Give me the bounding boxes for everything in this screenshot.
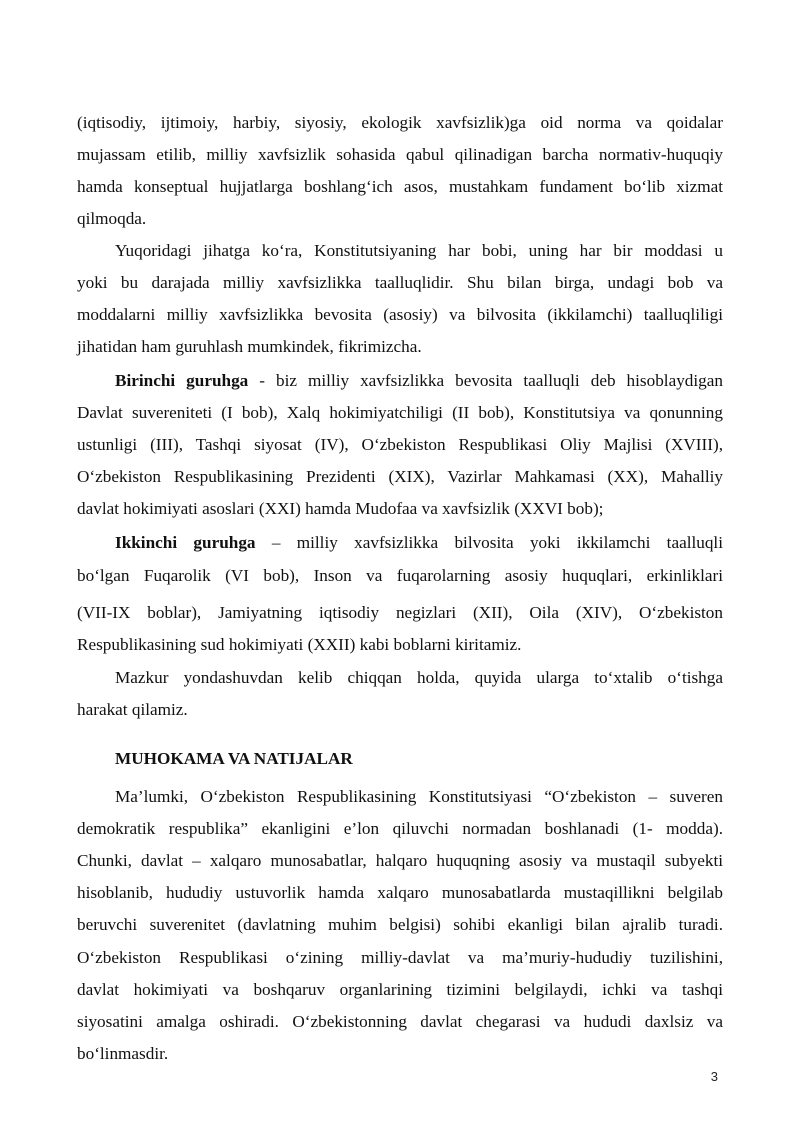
- paragraph-line: hisoblanib, hududiy ustuvorlik hamda xalqaro munosabatlarda mustaqillikni belgilab: [77, 883, 723, 902]
- page-number: 3: [710, 1069, 718, 1084]
- paragraph-line: mujassam etilib, milliy xavfsizlik sohasida qabul qilinadigan barcha normativ-huquqiy: [77, 145, 723, 164]
- paragraph-line: qilmoqda.: [77, 209, 147, 228]
- paragraph-line: Davlat suvereniteti (I bob), Xalq hokimiyatchiligi (II bob), Konstitutsiya va qonunning: [77, 403, 723, 422]
- paragraph-line: beruvchi suverenitet (davlatning muhim belgisi) sohibi ekanligi bilan ajralib turadi.: [77, 915, 723, 934]
- paragraph-line: O‘zbekiston Respublikasining Prezidenti (XIX), Vazirlar Mahkamasi (XX), Mahalliy: [77, 467, 723, 486]
- paragraph-line: jihatidan ham guruhlash mumkindek, fikrimizcha.: [77, 337, 422, 356]
- paragraph-line: Ma’lumki, O‘zbekiston Respublikasining Konstitutsiyasi “O‘zbekiston – suveren: [115, 787, 723, 806]
- paragraph-line: O‘zbekiston Respublikasi o‘zining milliy-davlat va ma’muriy-hududiy tuzilishini,: [77, 948, 723, 967]
- paragraph-line: moddalarni milliy xavfsizlikka bevosita (asosiy) va bilvosita (ikkilamchi) taalluqliligi: [77, 305, 723, 324]
- inline-text: - biz milliy xavfsizlikka bevosita taalluqli deb hisoblaydigan: [248, 371, 723, 390]
- paragraph-line: bo‘lgan Fuqarolik (VI bob), Inson va fuqarolarning asosiy huquqlari, erkinliklari: [77, 566, 723, 585]
- section-heading: MUHOKAMA VA NATIJALAR: [115, 749, 353, 768]
- paragraph-line: bo‘linmasdir.: [77, 1044, 169, 1063]
- inline-text: – milliy xavfsizlikka bilvosita yoki ikkilamchi taalluqli: [255, 533, 723, 552]
- bold-lead: Ikkinchi guruhga: [115, 533, 256, 552]
- paragraph-line: Respublikasining sud hokimiyati (XXII) kabi boblarni kiritamiz.: [77, 635, 522, 654]
- paragraph-line: davlat hokimiyati va boshqaruv organlarining tizimini belgilaydi, ichki va tashqi: [77, 980, 723, 999]
- paragraph-line: davlat hokimiyati asoslari (XXI) hamda Mudofaa va xavfsizlik (XXVI bob);: [77, 499, 604, 518]
- paragraph-line: harakat qilamiz.: [77, 700, 188, 719]
- paragraph-line: [115, 370, 723, 392]
- paragraph-line: Mazkur yondashuvdan kelib chiqqan holda, quyida ularga to‘xtalib o‘tishga: [115, 668, 723, 687]
- paragraph-line: [115, 532, 723, 554]
- paragraph-line: yoki bu darajada milliy xavfsizlikka taalluqlidir. Shu bilan birga, undagi bob va: [77, 273, 723, 292]
- paragraph-line: Yuqoridagi jihatga ko‘ra, Konstitutsiyaning har bobi, uning har bir moddasi u: [115, 241, 723, 260]
- paragraph-line: Chunki, davlat – xalqaro munosabatlar, halqaro huquqning asosiy va mustaqil subyekti: [77, 851, 723, 870]
- paragraph-line: (VII-IX boblar), Jamiyatning iqtisodiy negizlari (XII), Oila (XIV), O‘zbekiston: [77, 603, 723, 622]
- paragraph-line: ustunligi (III), Tashqi siyosat (IV), O‘zbekiston Respublikasi Oliy Majlisi (XVIII),: [77, 435, 723, 454]
- paragraph-line: siyosatini amalga oshiradi. O‘zbekistonning davlat chegarasi va hududi daxlsiz va: [77, 1012, 723, 1031]
- paragraph-line: (iqtisodiy, ijtimoiy, harbiy, siyosiy, ekologik xavfsizlik)ga oid norma va qoidalar: [77, 113, 723, 132]
- paragraph-line: demokratik respublika” ekanligini e’lon qiluvchi normadan boshlanadi (1- modda).: [77, 819, 723, 838]
- paragraph-line: hamda konseptual hujjatlarga boshlang‘ich asos, mustahkam fundament bo‘lib xizmat: [77, 177, 723, 196]
- bold-lead: Birinchi guruhga: [115, 371, 249, 390]
